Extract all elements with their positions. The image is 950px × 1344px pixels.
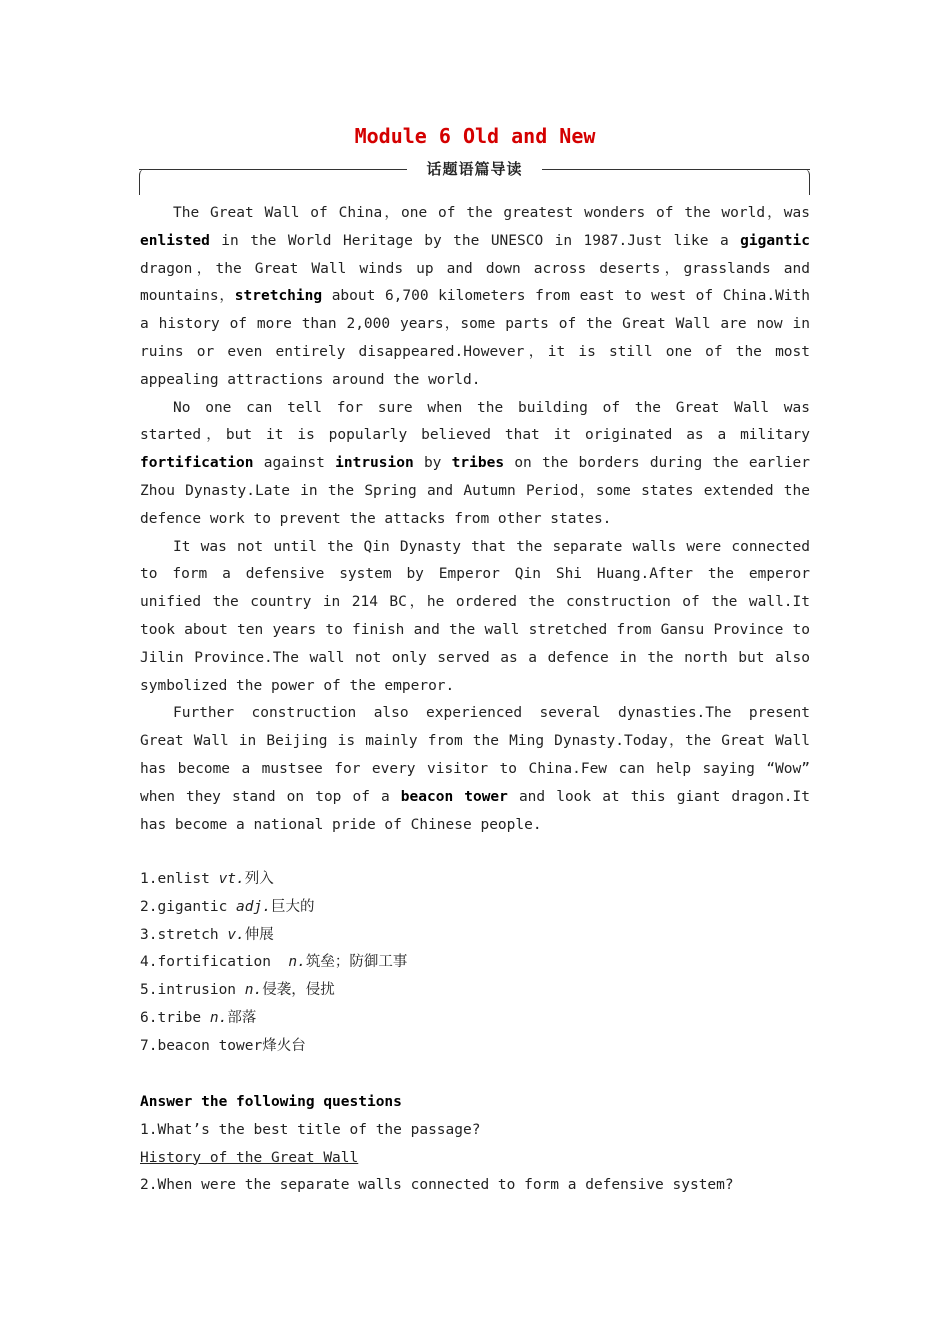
text-run: No one can tell for sure when the building of the Great Wall was started，but it is popularly believed that it originated as a military <box>140 399 810 444</box>
text-run: Further construction also experienced several dynasties.The present Great Wall in Beijing is mainly from the Ming Dynasty.Today，the Great Wall has become a mustsee for every visitor to China.Few can help saying “Wow” when they stand on top of a <box>140 705 810 805</box>
paragraph-1 <box>140 200 810 395</box>
keyword: fortification <box>140 455 254 472</box>
keyword: intrusion <box>335 455 414 472</box>
vocab-item: 7.beacon tower烽火台 <box>140 1037 306 1054</box>
questions-heading: Answer the following questions <box>140 1094 402 1110</box>
text-run: and look at this giant dragon.It has become a national pride of Chinese people. <box>140 788 810 833</box>
question-1: 1.What’s the best title of the passage? <box>140 1121 481 1138</box>
questions-section <box>140 1089 810 1200</box>
text-run: The Great Wall of China，one of the greatest wonders of the world，was <box>173 205 810 221</box>
text-run: by <box>413 455 452 472</box>
keyword: stretching <box>234 288 323 305</box>
keyword: tribes <box>451 455 505 472</box>
vocab-item: 2.gigantic adj.巨大的 <box>140 898 315 915</box>
keyword: beacon tower <box>400 788 508 805</box>
vocab-item: 4.fortification n.筑垒；防御工事 <box>140 954 408 971</box>
vocab-item: 6.tribe n.部落 <box>140 1009 257 1026</box>
reading-passage <box>140 200 810 839</box>
text-run: in the World Heritage by the UNESCO in 1987.Just like a <box>209 232 741 249</box>
section-banner <box>139 158 810 198</box>
question-2: 2.When were the separate walls connected to form a defensive system? <box>140 1177 734 1194</box>
paragraph-2 <box>140 395 810 534</box>
vocabulary-list <box>140 866 810 1061</box>
page-title: Module 6 Old and New <box>354 124 596 148</box>
vocab-item: 5.intrusion n.侵袭，侵扰 <box>140 982 335 999</box>
answer-1: History of the Great Wall <box>140 1149 359 1166</box>
text-run: against <box>253 455 336 472</box>
text-run: dragon，the Great Wall winds up and down across deserts，grasslands and mountains， <box>140 260 810 305</box>
paragraph-4 <box>140 700 810 839</box>
text-run: about 6,700 kilometers from east to west of China.With a history of more than 2,000 years，some parts of the Great Wall are now in ruins or even entirely disappeared.However，it is still one of the most appealing attractions around the world. <box>140 288 810 388</box>
keyword: enlisted <box>140 232 210 249</box>
vocab-item: 1.enlist vt.列入 <box>140 871 274 887</box>
paragraph-3: It was not until the Qin Dynasty that the separate walls were connected to form a defensive system by Emperor Qin Shi Huang.After the emperor unified the country in 214 BC，he ordered the construction of the wall.It took about ten years to finish and the wall stretched from Gansu Province to Jilin Province.The wall not only served as a defence in the north but also symbolized the power of the emperor. <box>140 538 810 694</box>
banner-label: 话题语篇导读 <box>426 160 523 178</box>
vocab-item: 3.stretch v.伸展 <box>140 926 274 943</box>
text-run: on the borders during the earlier Zhou Dynasty.Late in the Spring and Autumn Period，some states extended the defence work to prevent the attacks from other states. <box>140 455 811 527</box>
keyword: gigantic <box>740 232 810 249</box>
